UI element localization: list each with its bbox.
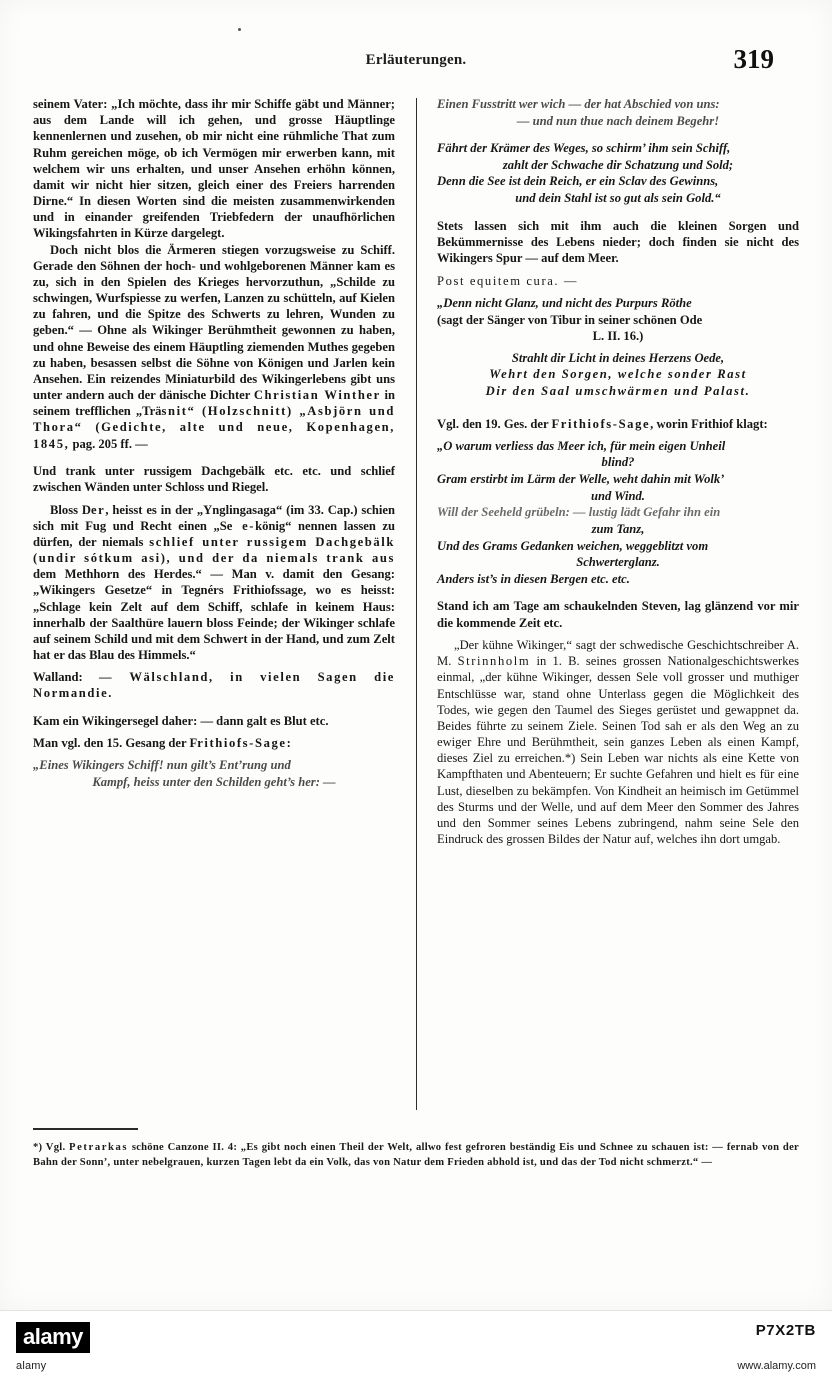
paragraph-part: e e- [226, 518, 256, 533]
verse-line: Gram erstirbt im Lärm der Welle, weht dahin mit Wolk’ [437, 472, 725, 487]
footnote-rule [33, 1128, 138, 1130]
paragraph-part: Bloss D [50, 502, 91, 517]
reference-part: Vgl. den 19. Ges. der [437, 416, 552, 431]
verse-line: Und des Grams Gedanken weichen, weggeblitzt vom [437, 538, 709, 553]
proper-name: Strinnholm [457, 654, 531, 669]
paragraph-part: in 1. B. seines grossen Nationalgeschichtswerkes einmal, „der kühne Wikinger, dessen Sele voll grosser und muthiger Entschlüsse war, stand ohne Unterlass gegen die Möglichkeit des Todes, wie gegen den Taumel des Sieges gerüstet und gewappnet da. Beides führte zu seinem Ziele. Seinen Tod sah er als den Weg an zu ewiger Ehre und Berühmtheit, sein ganzes Leben als einen Kampf, dieses Ziel zu erreichen.*) Sein Leben war nichts als eine Kette von Kampfthaten und Abenteuern; Er suchte Gefahren und hielt es für eine Lust, dieselben zu bekämpfen. Von Kindheit an heimisch im Getümmel des Sturms und der Welle, und auf dem Meer den Sommer des Jahres und den Sommer seines Lebens zubringend, nahm seine Sele den Eindruck des grossen Bildes der Natur auf, welches ihn dort umgab. [437, 654, 799, 847]
proper-name: Christian Winther [253, 388, 381, 403]
footnote [33, 1140, 799, 1170]
page-number: 319 [733, 44, 774, 74]
text-columns [33, 96, 799, 1116]
verse-line: Will der Seeheld grübeln: — lustig lädt Gefahr ihn ein [437, 505, 721, 520]
reference-part: : [286, 735, 291, 750]
verse-line: Einen Fusstritt wer wich — der hat Abschied von uns: [437, 97, 720, 111]
quote-attribution: (sagt der Sänger von Tibur in seiner schönen Ode [437, 312, 703, 327]
quoted-spaced: schlief unter russigem Dachgebälk (undir sótkum asi), und der da niemals trank aus [33, 534, 395, 566]
paragraph-part: in seinem trefflichen „Trä [33, 388, 395, 419]
lemma-heading: Stand ich am Tage am schaukelnden Steven, lag glänzend vor mir die kommende Zeit etc. [437, 599, 799, 630]
paragraph [437, 637, 799, 847]
proper-name: Petrarkas [69, 1142, 129, 1153]
running-head: Erläuterungen. [365, 52, 467, 68]
right-column [437, 96, 799, 1116]
paragraph-part: „Der kühne Wikinger,“ sagt der schwedische Geschichtschreiber A. M. [437, 638, 799, 669]
verse-line: „Eines Wikingers Schiff! nun gilt’s Ent’rung und [33, 758, 291, 773]
latin-motto: Post equitem cura. — [437, 273, 579, 288]
verse-line: Wehrt den Sorgen, welche sonder Rast [489, 367, 747, 382]
verse-line: Schwerterglanz. [576, 555, 660, 570]
verse-line: und Wind. [591, 488, 645, 503]
paragraph [33, 242, 395, 452]
image-id: P7X2TB [755, 1322, 816, 1339]
lemma-heading: Und trank unter russigem Dachgebälk etc. etc. und schlief zwischen Wänden unter Schloss und Riegel. [33, 463, 395, 495]
verse-line: zahlt der Schwache dir Schatzung und Sold; [502, 157, 734, 172]
work-title: rithiofs-Sage [197, 735, 287, 750]
reference-part: Man vgl. den 15. Gesang der F [33, 735, 198, 750]
verse-line: Denn die See ist dein Reich, er ein Sclav des Gewinns, [437, 174, 719, 189]
reference-line [437, 416, 799, 432]
verse-line: Strahlt dir Licht in deines Herzens Oede, [511, 350, 725, 365]
left-column [33, 96, 395, 1116]
lemma-heading: Stets lassen sich mit ihm auch die kleinen Sorgen und Bekümmernisse des Lebens nieder; doch finden sie nicht des Wikingers Spur — auf dem Meer. [437, 218, 799, 266]
title-spaced: snit“ (Holzschnitt) „Asbjörn und Thora“ (Gedichte, alte und neue, Kopenhagen, 1845, [33, 404, 395, 451]
quote-citation: L. II. 16.) [592, 328, 644, 343]
verse-line: und dein Stahl ist so gut als sein Gold.“ [515, 191, 721, 206]
watermark-bar [0, 1310, 832, 1391]
column-divider [416, 98, 417, 1110]
lemma-word: Walland: [33, 670, 83, 685]
paragraph-part: dem Methhorn des Herdes.“ — Man v. damit den Gesang: „Wikingers Gesetze“ in Tegnérs Frithiofssage, wo es heisst: „Schlage kein Zelt auf dem Schiff, schlafe in keinem Haus: innerhalb der Saalthüre lauern bloss Feinde; der Wikinger schlafe auf seinem Schild und mit dem Schwert in der Hand, und zum Zelt hat er das Blau des Himmels.“ [33, 567, 395, 663]
paragraph-part: — Wälschland, in vielen Sagen die Normandie. [33, 670, 395, 701]
alamy-url: www.alamy.com [737, 1360, 816, 1372]
verse-line: — und nun thue nach deinem Begehr! [516, 113, 720, 128]
verse-line: blind? [601, 455, 635, 470]
quote-line: „Denn nicht Glanz, und nicht des Purpurs Röthe [437, 295, 692, 310]
reference-part: , worin Frithiof klagt: [650, 416, 768, 431]
alamy-logo: alamy [16, 1322, 90, 1353]
paragraph [33, 669, 395, 701]
paragraph-part: könig“ nennen lassen zu dürfen, der niemals [33, 518, 395, 549]
lemma-heading: Kam ein Wikingersegel daher: — dann galt es Blut etc. [33, 713, 329, 728]
paragraph [33, 502, 395, 664]
scan-speck [238, 28, 241, 31]
verse-line: „O warum verliess das Meer ich, für mein eigen Unheil [437, 438, 726, 453]
footnote-part: *) Vgl. [33, 1142, 70, 1153]
paragraph-part: er [90, 502, 106, 517]
paragraph-part: , heisst es in der „Ynglingasaga“ (im 33. Cap.) schien sich mit Fug und Recht einen „S [33, 502, 395, 533]
verse-line: Anders ist’s in diesen Bergen etc. etc. [437, 571, 630, 586]
verse-line: Kampf, heiss unter den Schilden geht’s her: — [92, 774, 336, 789]
paragraph-part: Doch nicht blos die Ärmeren stiegen vorzugsweise zu Schiff. Gerade den Söhnen der hoch- und wohlgeborenen Männer kam es zu, sich in den Spielen des Krieges hervorzuthun, „Schilde zu schwingen, Wurfspiesse zu werfen, Lanzen zu schütteln, auf Kielen zu fahren, und die Spitze des Schwerts zu lehren, Wunden zu geben.“ — Ohne als Wikinger Berühmtheit gewonnen zu haben, und ohne Beweise des einem Häuptling ziemenden Muthes gegeben zu haben, besassen selbst die Söhne von Königen und Jarlen kein Ansehen. Ein reizendes Miniaturbild des Wikingerlebens gibt uns unter andern auch der dänische Dichter [33, 242, 395, 403]
footnote-part: schöne Canzone II. 4: „Es gibt noch einen Theil der Welt, allwo fest gefroren beständig Eis und Schnee zu schauen ist: — fernab von der Bahn der Sonn’, unter nebelgrauen, kurzen Tagen lebt da ein Volk, das von Natur dem Frieden abhold ist, und das der Tod nicht schmerzt.“ — [33, 1142, 799, 1169]
verse-line: Fährt der Krämer des Weges, so schirm’ ihm sein Schiff, [437, 141, 731, 156]
verse-line: Dir den Saal umschwärmen und Palast. [485, 384, 751, 399]
reference-line [33, 735, 395, 751]
alamy-caption: alamy [16, 1360, 47, 1372]
work-title: Frithiofs-Sage [551, 416, 651, 431]
paragraph: seinem Vater: „Ich möchte, dass ihr mir Schiffe gäbt und Männer; aus dem Lande will ich gehen, und grosse Häuptlinge kennenlernen und zusehen, ob mir nicht eine rühmliche That zum Ruhm gereichen möge, ob ich Vermögen mir erwerben kann, mit welchem wir uns erhalten, und unser Ansehen erhöhn können, damit wir nicht hier sitzen, gleich einer des Freiers harrenden Dirne.“ In diesen Worten sind die meisten zusammenwirkenden und in einander greifenden Triebfedern der unaufhörlichen Wikingsfahrten in Kürze dargelegt. [33, 97, 395, 241]
verse-line: zum Tanz, [591, 521, 645, 536]
paragraph-part: pag. 205 ff. — [69, 436, 148, 451]
